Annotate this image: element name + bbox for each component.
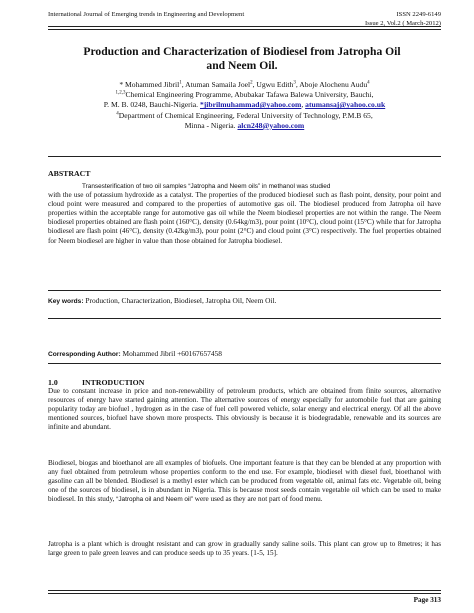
author-names: * Mohammed Jibril$^1$, Atuman Samaila Joel$^2$, Ugwu Edith$^3$, Aboje Alochenu Audu$^4$ — [119, 80, 370, 89]
title-line-1: Production and Characterization of Biodiesel from Jatropha Oil — [83, 45, 401, 58]
corresponding-author — [48, 349, 441, 359]
keywords-line — [48, 296, 441, 306]
abstract-body — [48, 182, 441, 246]
section-title: INTRODUCTION — [82, 378, 145, 387]
footer-rule — [48, 590, 441, 591]
affiliation-1-address: P. M. B. 0248, Bauchi-Nigeria. *jibrilmuhammad@yahoo.com, atumansaj@yahoo.co.uk — [103, 100, 386, 110]
corresponding-value: Mohammed Jibril +60167657458 — [120, 349, 222, 358]
oil-names-quote: “Jatropha oil and Neem oil” — [116, 496, 193, 503]
keywords-label: Key words: — [48, 298, 84, 305]
paper-title — [40, 45, 444, 72]
intro-paragraph-3: Jatropha is a plant which is drought resistant and can grow in gradually sandy saline soils. This plant can grow up to 8metres; it has large green to pale green leaves and can produce seeds up to 35 years. [1-5, 15]. — [48, 540, 441, 557]
section-number: 1.0 — [48, 378, 58, 387]
email-link-1[interactable]: *jibrilmuhammad@yahoo.com — [199, 100, 302, 110]
abstract-heading: ABSTRACT — [48, 169, 91, 178]
keywords-value: Production, Characterization, Biodiesel, Jatropha Oil, Neem Oil. — [83, 296, 277, 305]
title-line-2: and Neem Oil. — [206, 58, 278, 72]
keywords-rule-bottom — [48, 318, 441, 319]
introduction-heading — [48, 378, 144, 387]
issn: ISSN 2249-6149 — [396, 11, 441, 18]
abstract-text: with the use of potassium hydroxide as a catalyst. The properties of the produced biodiesel such as flash point, density, pour point and cloud point were measured and compared to the properties of automotive gas oil. The biodiesel produced from Jatropha oil have properties within the acceptable range for automotive gas oil while the Neem biodiesel properties are not within the range. The Neem biodiesel properties obtained are flash point (160°C), density (0.64kg/m3), pour point (10°C), cloud point (15°C) while that for Jatropha biodiesel are flash point (46°C), density (0.42kg/m3), pour point (2°C) and cloud point (3°C) respectively. The fuel properties obtained for Neem biodiesel are higher in value than those obtained for Jatropha biodiesel. — [48, 191, 441, 245]
email-link-2[interactable]: atumansaj@yahoo.co.uk — [305, 100, 386, 110]
corresponding-label: Corresponding Author: — [48, 351, 121, 358]
affiliation-2-address: Minna - Nigeria. alcn248@yahoo.com — [184, 120, 305, 130]
page-number: Page 313 — [413, 596, 441, 604]
affiliation-2: $^4$Department of Chemical Engineering, Federal University of Technology, P.M.B 65, — [116, 110, 373, 120]
affiliation-1: $^{1,2,3}$Chemical Engineering Programme, Abubakar Tafawa Balewa University, Bauchi, — [115, 90, 374, 100]
email-link-3[interactable]: alcn248@yahoo.com — [237, 120, 305, 130]
issue-info: Issue 2, Vol.2 ( March-2012) — [365, 20, 441, 27]
intro-paragraph-2: Biodiesel, biogas and bioethanol are all examples of biofuels. One important feature is that they can be blended at any proportion with any fuel obtained from petroleum whose properties conform to the end use. For example, biodiesel with diesel fuel, bioethanol with gasoline can all be blended. Biodiesel is a methyl ester which can be produced from vegetable oil, animal fats etc. Vegetable oil, being one of the sources of biodiesel, is in abundant in Nigeria. This is because most seeds contain vegetable oil which can be used to make biodiesel. In this study, “Jatropha oil and Neem oil” were used as they are not part of food menu. — [48, 459, 441, 503]
header-rule — [48, 26, 441, 27]
intro-paragraph-1: Due to constant increase in price and non-renewability of petroleum products, which are obtained from finite sources, alternative resources of energy have started gaining attention. The alternative sources of energy especially for automobile fuel that are gaining popularity today are biofuel , hydrogen as in the case of fuel cell powered vehicle, solar energy and electrical energy. Of all the above mentioned sources, biofuel have shown more prospects. This obviously is because it is biodegradable, renewable and its sources are infinite and abundant. — [48, 387, 441, 431]
corresponding-rule — [48, 363, 441, 364]
footer-rule-thick — [48, 593, 441, 594]
journal-name: International Journal of Emerging trends in Engineering and Development — [48, 11, 245, 18]
abstract-first-line: Transesterification of two oil samples “Jatropha and Neem oils” in methanol was studied — [82, 183, 331, 190]
author-block — [48, 80, 441, 131]
section-rule-top — [48, 156, 441, 157]
keywords-rule — [48, 290, 441, 291]
header-rule-thin — [48, 29, 441, 30]
